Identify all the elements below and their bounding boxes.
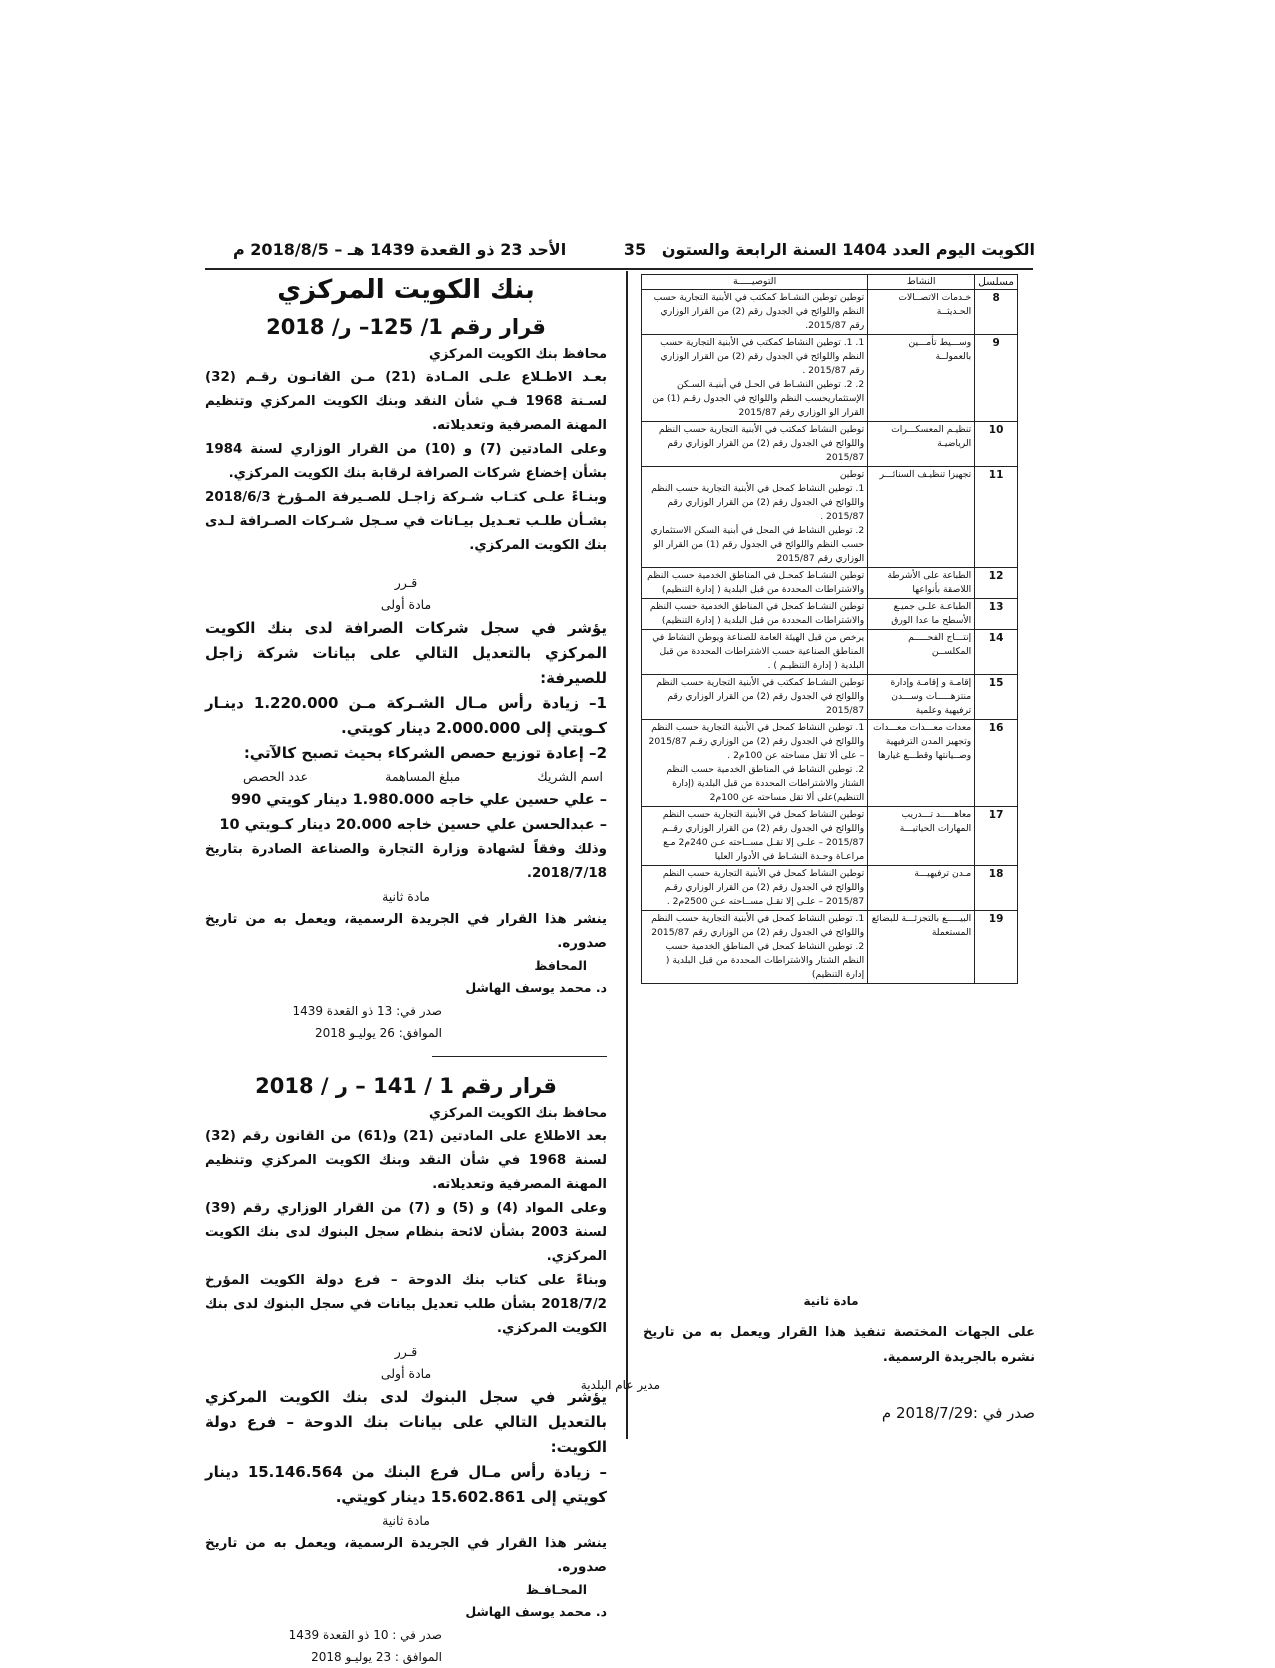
recommendation-line: 1. توطين النشاط كمحل في الأبنية التجارية حسب النظم واللوائح في الجدول رقم (2) من الوزاري رقم 2015/87 [651,913,865,938]
row-recommendation [642,422,868,467]
decision2-item: – زيادة رأس مـال فرع البنك من 15.146.564 دينار كويتي إلى 15.602.861 دينار كويتي. [205,1463,607,1506]
row-serial: 10 [975,422,1018,467]
decision1-certificate: وذلك وفقاً لشهادة وزارة التجارة والصناعة الصادرة بتاريخ 2018/7/18. [205,842,607,881]
row-recommendation [642,290,868,335]
decision1-article2: مادة ثانية [382,889,430,904]
row-recommendation [642,720,868,807]
table-row [642,335,1018,422]
row-recommendation [642,467,868,568]
row-serial: 14 [975,630,1018,675]
right-signature: مدير عام البلدية [580,1378,660,1392]
decision1-publish: ينشر هذا القرار في الجريدة الرسمية، ويعمل به من تاريخ صدوره. [205,912,607,951]
right-final-text: على الجهات المختصة تنفيذ هذا القرار ويعمل به من تاريخ نشره بالجريدة الرسمية. [643,1325,1035,1365]
column-divider [626,271,628,1439]
table-row [642,630,1018,675]
row-activity: وســـيط تأمـــين بالعمولــة [868,335,975,422]
table-row [642,568,1018,599]
table-row [642,290,1018,335]
row-serial: 11 [975,467,1018,568]
row-activity: الطباعة على الأشرطة اللاصقة بأنواعها [868,568,975,599]
decision2-para: وبناءً على كتاب بنك الدوحة – فرع دولة الكويت المؤرخ 2018/7/2 بشأن طلب تعديل بيانات في سجل البنوك لدى بنك الكويت المركزي. [205,1273,607,1336]
recommendation-line: 2. توطين النشاط كمحل في المناطق الخدمية حسب النظم الشتار والاشتراطات المحددة من قبل البلدية ( إدارة التنظيم) [665,941,865,980]
decision2-decided: قـرر [394,1344,418,1359]
activities-table [641,274,1018,984]
decision1-corresponding: الموافق: 26 يوليـو 2018 [314,1026,442,1040]
decision2-signer: د. محمد يوسف الهاشل [465,1604,607,1619]
recommendation-line: توطين النشـاط كمحـل في المناطق الخدمية حسب النظم والاشتراطات المحددة من قبل البلدية ( إدارة التنظيم) [647,570,865,595]
partner-row: – علي حسين علي خاجه 1.980.000 دينار كويتي 990 [230,792,607,808]
row-recommendation [642,335,868,422]
row-activity: تجهيزا تنظيـف السنائـــر [868,467,975,568]
decision2-issued: صدر في : 10 ذو القعدة 1439 [288,1628,442,1642]
decision1-signer: د. محمد يوسف الهاشل [465,980,607,995]
header-date: الأحد 23 ذو القعدة 1439 هـ – 2018/8/5 م [233,240,567,259]
row-serial: 19 [975,911,1018,984]
decision2-governor: محافظ بنك الكويت المركزي [429,1106,607,1121]
row-recommendation [642,630,868,675]
row-serial: 8 [975,290,1018,335]
decision2-para: وعلى المواد (4) و (5) و (7) من القرار الوزاري رقم (39) لسنة 2003 بشأن لائحة بنظام سجل البنوك لدى بنك الكويت المركزي. [205,1201,608,1264]
decision1-body: يؤشر في سجل شركات الصرافة لدى بنك الكويت المركزي بالتعديل التالي على بيانات شركة زاجل للصيرفة: [205,619,607,687]
decision2-title: قرار رقم 1 / 141 – ر / 2018 [255,1074,557,1098]
decision1-governor: محافظ بنك الكويت المركزي [429,347,607,362]
header-activity: النشاط [868,275,975,290]
decision2-corresponding: الموافق : 23 يوليـو 2018 [311,1650,442,1664]
right-issue-date: صدر في :2018/7/29 م [881,1404,1035,1422]
decision-separator [432,1056,607,1057]
decision1-para: وبنـاءً علـى كتـاب شـركة زاجـل للصـيرفة المـؤرخ 2018/6/3 بشـأن طلـب تعـديل بيـانات في سـجل شـركات الصـرافة لـدى بنك الكويت المركزي. [205,490,607,553]
decision1-title: قرار رقم 1/ 125– ر/ 2018 [266,315,546,339]
recommendation-line: توطين النشـاط كمحل في المناطق الخدمية حسب النظم والاشتراطات المحددة من قبل البلدية ( إدارة التنظيم) [649,601,865,626]
row-activity: الطباعـة علـى جميـع الأسطح ما عدا الورق [868,599,975,630]
partner-row: – عبدالحسن علي حسين خاجه 20.000 دينار كـويتي 10 [219,817,607,833]
partners-col-name: اسم الشريك [537,769,603,784]
row-recommendation [642,911,868,984]
decision1-para: بعـد الاطـلاع علـى المـادة (21) مـن القانـون رقـم (32) لسـنة 1968 فـي شأن النقد وبنك الكويت المركزي وتنظيم المهنة المصرفية وتعديلاته. [205,370,608,433]
decision1-item: 2– إعادة توزيع حصص الشركاء بحيث تصبح كالآتي: [243,744,607,762]
decision1-article1: مادة أولى [380,597,432,612]
row-serial: 9 [975,335,1018,422]
table-row [642,911,1018,984]
page-number: 35 [623,240,647,259]
decision1-sign-title: المحافظ [534,958,587,973]
recommendation-line: توطين [839,469,865,480]
header-recommendation: التوصيـــــة [642,275,868,290]
table-body [642,290,1018,984]
recommendation-line: يرخص من قبل الهيئة العامة للصناعة ويوطن النشاط في المناطق الصناعية حسب الاشتراطات المحددة من قبل البلدية ( إدارة التنظيـم ) . [652,632,865,671]
row-serial: 17 [975,807,1018,866]
row-serial: 12 [975,568,1018,599]
table-row [642,599,1018,630]
table-row [642,675,1018,720]
decision2-body: يؤشر في سجل البنوك لدى بنك الكويت المركزي بالتعديل التالي على بيانات بنك الدوحة – فرع دولة الكويت: [205,1388,607,1456]
recommendation-line: توطين توطين النشـاط كمكتب في الأبنية التجارية حسب النظم واللوائح في الجدول رقم (2) من القرار الوزاري رقم 2015/87. [653,292,865,331]
table-row [642,807,1018,866]
recommendation-line: 1. توطين النشاط كمحل في الأبنية التجارية حسب النظم واللوائح في الجدول رقم (2) من القرار الوزاري رقم 2015/87 . [651,483,865,522]
row-recommendation [642,568,868,599]
decision2-sign-title: المحـافـظ [525,1582,587,1597]
row-serial: 15 [975,675,1018,720]
row-activity: تنظيـم المعسكـــرات الرياضيـة [868,422,975,467]
bank-title: بنك الكويت المركزي [277,275,535,305]
recommendation-line: توطين النشاط كمكتب في الأبنية التجارية حسب النظم واللوائح في الجدول رقم (2) من القرار الوزاري رقم 2015/87 [658,424,865,463]
recommendation-line: 2. 2. توطين النشـاط في الحـل في أبنيـة السـكن الإستثماريحسب النظم واللوائح في الجدول رقـم (1) من القرار الو الوزاري رقم 2015/87 [652,379,865,418]
header-issue: الكويت اليوم العدد 1404 السنة الرابعة والستون [661,240,1035,259]
recommendation-line: 1. توطين النشاط كمحل في الأبنية التجارية حسب النظم واللوائح في الجدول رقم (2) من الوزاري رقـم 2015/87 – على ألا تقل مساحته عن 100م2 . [648,722,865,761]
table-row [642,720,1018,807]
decision2-publish: ينشر هذا القرار في الجريدة الرسمية، ويعمل به من تاريخ صدوره. [205,1536,607,1575]
header-serial: مسلسل [975,275,1018,290]
recommendation-line: 2. توطين النشاط في المحل في أبنية السكن الاستثماري حسب النظم واللوائح في الجدول رقم (1) من القرار الو الوزاري رقم 2015/87 [650,525,865,564]
row-activity: خـدمات الاتصــالات الحـديثــة [868,290,975,335]
table-header-row [642,275,1018,290]
decision2-para: بعد الاطلاع على المادتين (21) و(61) من القانون رقم (32) لسنة 1968 في شأن النقد وبنك الكويت المركزي وتنظيم المهنة المصرفية وتعديلاته. [205,1129,607,1192]
decision2-article2: مادة ثانية [382,1513,430,1528]
recommendation-line: 1. 1. توطين النشاط كمكتب في الأبنية التجارية حسب النظم واللوائح في الجدول رقم (2) من القرار الوزاري رقم 2015/87 . [660,337,865,376]
row-serial: 13 [975,599,1018,630]
decision1-item: 1– زيادة رأس مـال الشـركة مـن 1.220.000 دينـار كـويتي إلى 2.000.000 دينار كويتي. [205,694,607,737]
recommendation-line: 2. توطين النشاط في المناطق الخدمية حسب النظم الشتار والاشتراطات المحددة من قبل البلدية (إدارة التنظيم)على ألا تقل مساحته عن 100م2 [666,764,865,803]
row-serial: 16 [975,720,1018,807]
partners-header [205,766,607,788]
row-recommendation [642,675,868,720]
row-serial: 18 [975,866,1018,911]
central-bank-column [205,270,607,1668]
table-row [642,422,1018,467]
row-recommendation [642,599,868,630]
row-activity: معاهـــــد تـــدريب المهارات الحياتيـــة [868,807,975,866]
recommendation-line: توطين النشاط كمحل في الأبنية التجارية حسب النظم واللوائح في الجدول رقم (2) من القرار الوزاري رقـم 2015/87 – علـى إلا تقـل مســاحته عـن 2500م2 . [662,868,865,907]
row-recommendation [642,866,868,911]
right-article-two: مادة ثانية [803,1294,859,1308]
row-activity: معدات معـــدات معـــدات وتجهيز المدن الترفيهية وصــيانتها وقطـــع غيارها [868,720,975,807]
row-activity: مـدن ترفيهيـــة [868,866,975,911]
table-row [642,866,1018,911]
recommendation-line: توطين النشاط كمحل في الأبنية التجارية حسب النظم واللوائح في الجدول رقم (2) من القرار الوزاري رقــم 2015/87 – علـى إلا تقـل مســاحته عـن 240م2 مـع مراعـاة وحـدة النشـاط في الأدوار العليا [661,809,865,862]
partners-col-shares: عدد الحصص [243,769,309,784]
row-activity: البيـــــع بالتجزئـــة للبضائع المستعملة [868,911,975,984]
decision2-article1: مادة أولى [380,1366,432,1381]
recommendation-line: توطين النشـاط كمكتب في الأبنية التجارية حسب النظم واللوائح في الجدول رقم (2) من القرار الوزاري رقم 2015/87 [656,677,865,716]
row-activity: إنتـــاج الفحـــــم المكلســن [868,630,975,675]
row-recommendation [642,807,868,866]
decision1-decided: قـرر [394,575,418,590]
row-activity: إقامـة و إقامـة وإدارة منتزهـــــات وســـدن ترفيهية وعلمية [868,675,975,720]
decision1-issued: صدر في: 13 ذو القعدة 1439 [292,1004,442,1018]
table-row [642,467,1018,568]
partners-col-amount: مبلغ المساهمة [385,769,461,784]
decision1-para: وعلى المادتين (7) و (10) من القرار الوزاري لسنة 1984 بشأن إخضاع شركات الصرافة لرقابة بنك الكويت المركزي. [205,442,607,481]
